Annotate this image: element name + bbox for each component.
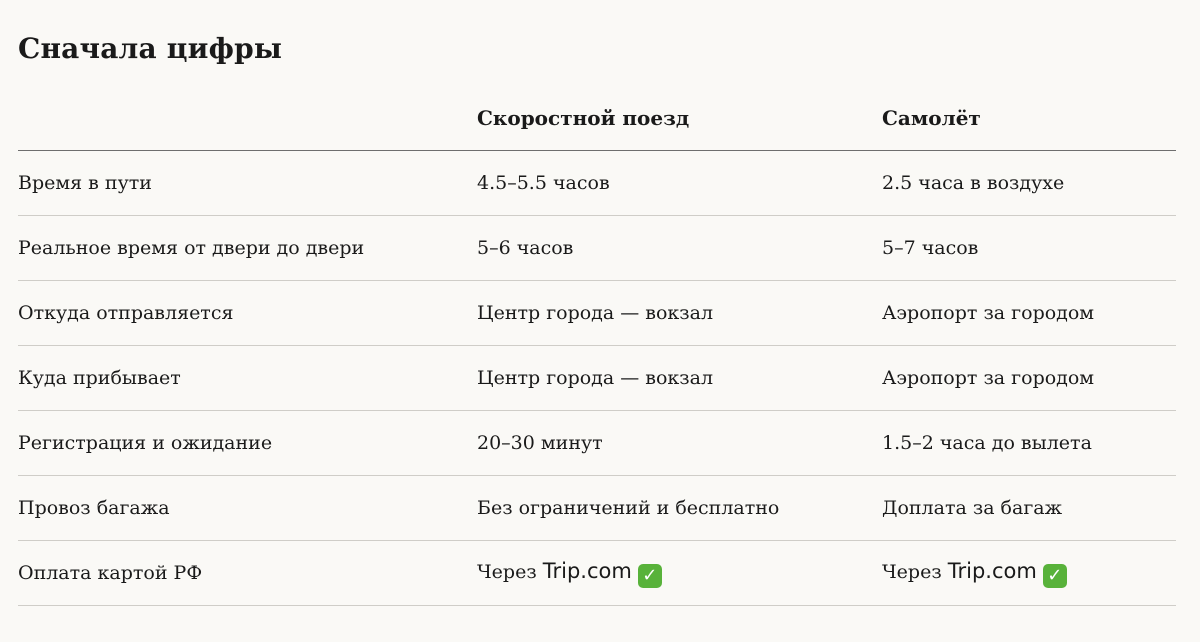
header-plane: Самолёт (882, 86, 1176, 151)
check-mark-icon: ✓ (1043, 564, 1067, 588)
comparison-table (18, 86, 1176, 606)
plane-value: Аэропорт за городом (882, 281, 1176, 346)
row-label: Провоз багажа (18, 476, 477, 541)
table-row (18, 476, 1176, 541)
table-header-row (18, 86, 1176, 151)
plane-value: 2.5 часа в воздухе (882, 151, 1176, 216)
table-row-payment (18, 541, 1176, 606)
check-mark-icon: ✓ (638, 564, 662, 588)
header-train: Скоростной поезд (477, 86, 882, 151)
table-row (18, 151, 1176, 216)
train-value: 20–30 минут (477, 411, 882, 476)
row-label: Реальное время от двери до двери (18, 216, 477, 281)
payment-brand: Trip.com (947, 558, 1037, 583)
plane-value: 1.5–2 часа до вылета (882, 411, 1176, 476)
train-value: 5–6 часов (477, 216, 882, 281)
payment-prefix: Через (477, 560, 537, 583)
payment-brand: Trip.com (542, 558, 632, 583)
table-row (18, 281, 1176, 346)
row-label: Оплата картой РФ (18, 541, 477, 606)
train-value: Центр города — вокзал (477, 346, 882, 411)
plane-value: Доплата за багаж (882, 476, 1176, 541)
header-criterion (18, 86, 477, 151)
plane-value (882, 541, 1176, 606)
row-label: Регистрация и ожидание (18, 411, 477, 476)
train-value: 4.5–5.5 часов (477, 151, 882, 216)
train-value (477, 541, 882, 606)
plane-value: Аэропорт за городом (882, 346, 1176, 411)
payment-prefix: Через (882, 560, 942, 583)
row-label: Время в пути (18, 151, 477, 216)
section-heading: Сначала цифры (18, 32, 283, 65)
table-row (18, 346, 1176, 411)
train-value: Центр города — вокзал (477, 281, 882, 346)
row-label: Откуда отправляется (18, 281, 477, 346)
table-row (18, 216, 1176, 281)
table-row (18, 411, 1176, 476)
train-value: Без ограничений и бесплатно (477, 476, 882, 541)
plane-value: 5–7 часов (882, 216, 1176, 281)
row-label: Куда прибывает (18, 346, 477, 411)
